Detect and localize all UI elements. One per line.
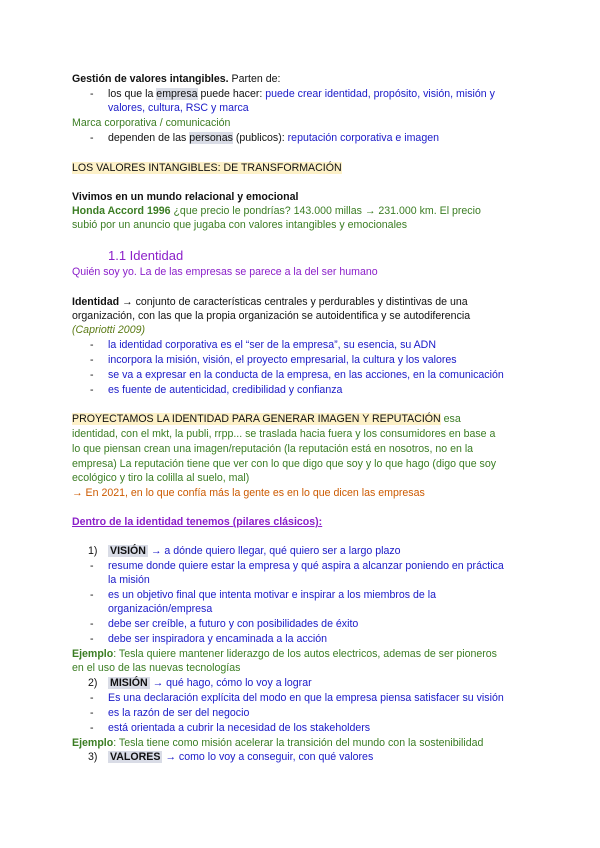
text-green: esa: [440, 413, 461, 425]
mision-arrow-text: → qué hago, cómo lo voy a lograr: [149, 677, 312, 689]
highlight-empresa: empresa: [156, 88, 198, 100]
dash-bullet: -: [90, 132, 94, 144]
gestion-title-rest: Parten de:: [228, 73, 281, 85]
dash-bullet: -: [90, 589, 94, 601]
mundo-title: Vivimos en un mundo relacional y emocional: [72, 191, 299, 203]
valores-arrow-text: → como lo voy a conseguir, con qué valores: [162, 751, 374, 763]
honda-line: [72, 204, 481, 218]
text: (publicos):: [232, 132, 288, 144]
mision-ejemplo: [72, 736, 483, 750]
ejemplo-text: : Tesla tiene como misión acelerar la transición del mundo con la sostenibilidad: [113, 737, 484, 749]
quien-soy-line: Quién soy yo. La de las empresas se parece a la del ser humano: [72, 266, 378, 278]
list-item: es la razón de ser del negocio: [108, 707, 250, 719]
text: los que la: [108, 88, 157, 100]
dash-bullet: -: [90, 339, 94, 351]
proyectamos-line2: identidad, con el mkt, la publi, rrpp... se traslada hacia fuera y los consumidores en base a: [72, 428, 496, 440]
vision-ejemplo: [72, 647, 497, 661]
gestion-item-2: [108, 131, 439, 145]
proyectamos-line3: lo que piensan crean una imagen/reputación (la reputación está en nosotros, no en la: [72, 443, 474, 455]
mision-key: MISIÓN: [110, 677, 148, 689]
dash-bullet: -: [90, 692, 94, 704]
identidad-def-rest: → conjunto de características centrales y perdurables y distintivas de una: [119, 296, 468, 308]
honda-bold: Honda Accord 1996: [72, 205, 171, 217]
vision-line: [108, 544, 401, 558]
list-item: es fuente de autenticidad, credibilidad y confianza: [108, 384, 343, 396]
dash-bullet: -: [90, 560, 94, 572]
list-number: 1): [88, 545, 98, 557]
dash-bullet: -: [90, 88, 94, 100]
highlight-personas: personas: [189, 132, 233, 144]
identidad-def-bold: Identidad: [72, 296, 120, 308]
dash-bullet: -: [90, 707, 94, 719]
dash-bullet: -: [90, 618, 94, 630]
marca-line: Marca corporativa / comunicación: [72, 117, 231, 129]
valores-line: [108, 750, 373, 764]
text-blue: reputación corporativa e imagen: [287, 132, 439, 144]
ejemplo-label: Ejemplo: [72, 648, 114, 660]
identidad-heading: 1.1 Identidad: [108, 248, 184, 263]
cite: (Capriotti 2009): [72, 324, 146, 336]
text: dependen de las: [108, 132, 190, 144]
gestion-item-1-line2: valores, cultura, RSC y marca: [108, 102, 249, 114]
ejemplo-text: : Tesla quiere mantener liderazgo de los autos electricos, ademas de ser pioneros: [113, 648, 497, 660]
list-item: la identidad corporativa es el “ser de la empresa”, su esencia, su ADN: [108, 339, 436, 351]
vision-arrow-text: → a dónde quiero llegar, qué quiero ser a largo plazo: [147, 545, 401, 557]
list-item: se va a expresar en la conducta de la empresa, en las acciones, en la comunicación: [108, 369, 504, 381]
text: puede hacer:: [197, 88, 266, 100]
proyectamos-line6: → En 2021, en lo que confía más la gente es en lo que dicen las empresas: [72, 487, 425, 499]
mision-line: [108, 676, 312, 690]
vision-key: VISIÓN: [110, 545, 146, 557]
text-blue: puede crear identidad, propósito, visión, misión y: [265, 88, 495, 100]
valores-heading: [72, 161, 342, 175]
list-item: debe ser creíble, a futuro y con posibilidades de éxito: [108, 618, 359, 630]
dash-bullet: -: [90, 722, 94, 734]
honda-rest: ¿que precio le pondrías? 143.000 millas → 231.000 km. El precio: [170, 205, 481, 217]
list-number: 3): [88, 751, 98, 763]
proyectamos-line4: empresa) La reputación tiene que ver con lo que digo que soy y lo que hago (digo que soy: [72, 458, 497, 470]
list-item: resume donde quiere estar la empresa y qué aspira a alcanzar poniendo en práctica: [108, 560, 504, 572]
proyectamos-line5: ecológico y tiro la colilla al suelo, mal): [72, 472, 250, 484]
dash-bullet: -: [90, 633, 94, 645]
dash-bullet: -: [90, 384, 94, 396]
gestion-line: [72, 72, 280, 86]
valores-heading-text: LOS VALORES INTANGIBLES: DE TRANSFORMACIÓN: [72, 162, 342, 174]
ejemplo-label: Ejemplo: [72, 737, 114, 749]
vision-ejemplo-line2: en el uso de las nuevas tecnologías: [72, 662, 241, 674]
list-item-cont: la misión: [108, 574, 150, 586]
dash-bullet: -: [90, 354, 94, 366]
list-item-cont: organización/empresa: [108, 603, 213, 615]
list-item: incorpora la misión, visión, el proyecto empresarial, la cultura y los valores: [108, 354, 457, 366]
list-item: está orientada a cubrir la necesidad de los stakeholders: [108, 722, 371, 734]
identidad-def: [72, 295, 468, 309]
gestion-title: Gestión de valores intangibles.: [72, 73, 229, 85]
proyectamos-line: [72, 412, 461, 426]
honda-line2: subió por un anuncio que jugaba con valores intangibles y emocionales: [72, 219, 408, 231]
valores-key: VALORES: [110, 751, 161, 763]
gestion-item-1: [108, 87, 495, 101]
list-number: 2): [88, 677, 98, 689]
dash-bullet: -: [90, 369, 94, 381]
proyectamos-highlight: PROYECTAMOS LA IDENTIDAD PARA GENERAR IMAGEN Y REPUTACIÓN: [72, 413, 441, 425]
list-item: Es una declaración explícita del modo en que la empresa piensa satisfacer su visión: [108, 692, 504, 704]
list-item: es un objetivo final que intenta motivar e inspirar a los miembros de la: [108, 589, 436, 601]
pilares-title: Dentro de la identidad tenemos (pilares clásicos):: [72, 516, 323, 528]
identidad-def-line2: organización, con las que la propia organización se autoidentifica y se autodiferencia: [72, 310, 471, 322]
list-item: debe ser inspiradora y encaminada a la acción: [108, 633, 328, 645]
